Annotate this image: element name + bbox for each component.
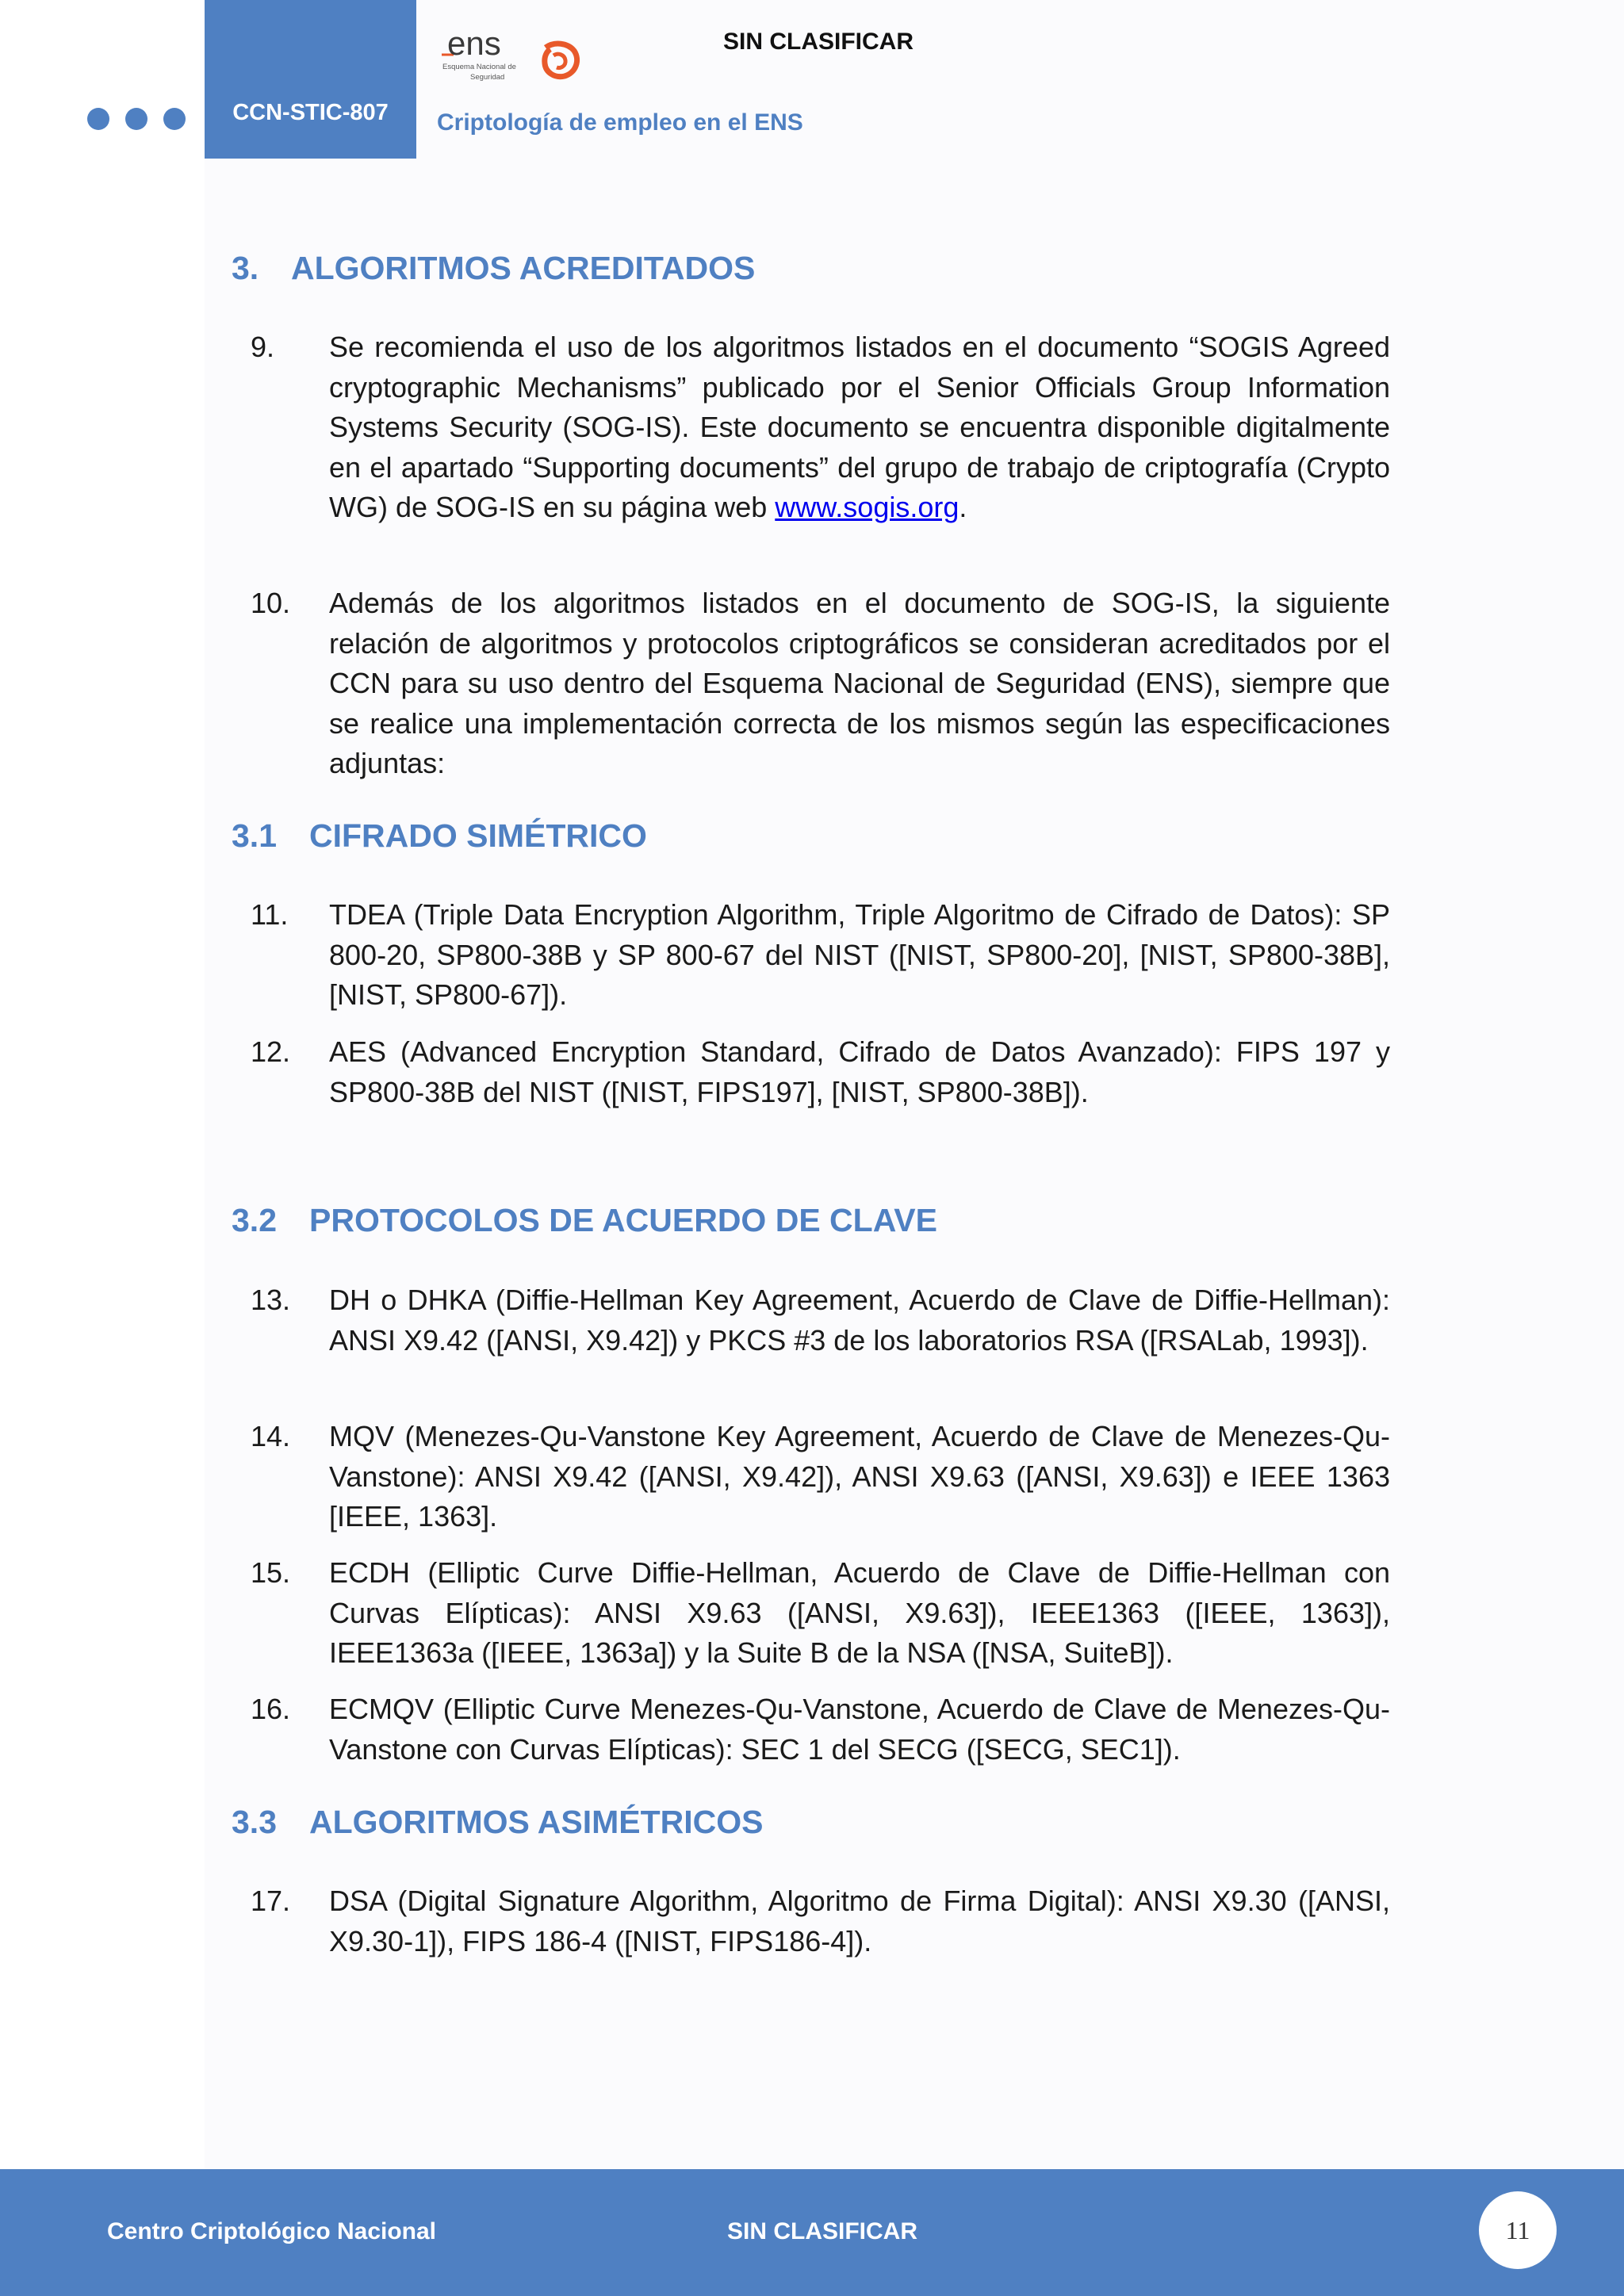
header-doc-title: Criptología de empleo en el ENS: [437, 109, 803, 136]
paragraph: [251, 1032, 1390, 1112]
section-number: 3.3: [232, 1804, 277, 1840]
section-title: ALGORITMOS ACREDITADOS: [291, 250, 756, 286]
page-footer: [0, 2169, 1624, 2296]
doc-code: CCN-STIC-807: [232, 100, 389, 125]
section-title: PROTOCOLOS DE ACUERDO DE CLAVE: [309, 1202, 937, 1238]
paragraph-number: 9.: [251, 331, 275, 363]
paragraph-body: Se recomienda el uso de los algoritmos listados en el documento “SOGIS Agreed cryptographic Mechanisms” publicado por el Senior Officials Group Information Systems Security (SOG-IS). Este documento se encuentra disponible digitalmente en el apartado “Supporting documents” del grupo de trabajo de criptografía (Crypto WG) de SOG-IS en su página web: [329, 331, 1390, 523]
paragraph-text: ECMQV (Elliptic Curve Menezes-Qu-Vanstone, Acuerdo de Clave de Menezes-Qu-Vanstone con Curvas Elípticas): SEC 1 del SECG ([SECG, SEC1]).: [329, 1693, 1390, 1766]
section-title: ALGORITMOS ASIMÉTRICOS: [309, 1804, 764, 1840]
paragraph: [251, 1417, 1390, 1537]
section-number: 3.: [232, 250, 259, 286]
sogis-link[interactable]: www.sogis.org: [775, 491, 959, 523]
paragraph-number: 13.: [251, 1284, 291, 1316]
header-classification: SIN CLASIFICAR: [723, 29, 914, 55]
page-number: 11: [1479, 2191, 1557, 2269]
paragraph-number: 17.: [251, 1885, 291, 1917]
paragraph: [251, 1553, 1390, 1674]
section-heading: [232, 250, 755, 287]
footer-classification: SIN CLASIFICAR: [727, 2218, 917, 2244]
paragraph-text: TDEA (Triple Data Encryption Algorithm, Triple Algoritmo de Cifrado de Datos): SP 800-20, SP800-38B y SP 800-67 del NIST ([NIST, SP800-20], [NIST, SP800-38B], [NIST, SP800-67]).: [329, 898, 1390, 1011]
header-dot: [125, 108, 147, 130]
paragraph-text: [329, 327, 1390, 528]
paragraph-text: ECDH (Elliptic Curve Diffie-Hellman, Acuerdo de Clave de Diffie-Hellman con Curvas Elípticas): ANSI X9.63 ([ANSI, X9.63]), IEEE1363 ([IEEE, 1363]), IEEE1363a ([IEEE, 1363a]) y la Suite B de la NSA ([NSA, SuiteB]).: [329, 1556, 1390, 1669]
logo-subtitle-2: Seguridad: [470, 73, 505, 82]
section-heading: [232, 1804, 763, 1841]
section-number: 3.1: [232, 817, 277, 854]
paragraph-text: DH o DHKA (Diffie-Hellman Key Agreement, Acuerdo de Clave de Diffie-Hellman): ANSI X9.42 ([ANSI, X9.42]) y PKCS #3 de los laboratorios RSA ([RSALab, 1993]).: [329, 1284, 1390, 1357]
header-dot: [87, 108, 109, 130]
paragraph-number: 16.: [251, 1693, 291, 1725]
footer-organization: Centro Criptológico Nacional: [107, 2218, 437, 2244]
paragraph-number: 12.: [251, 1035, 291, 1068]
doc-code-box: [205, 0, 416, 159]
logo-wordmark: ens: [447, 30, 501, 62]
section-title: CIFRADO SIMÉTRICO: [309, 817, 647, 854]
paragraph-number: 14.: [251, 1420, 291, 1452]
section-heading: [232, 1202, 937, 1239]
ens-logo: [441, 30, 580, 90]
header-dots: [87, 108, 186, 130]
paragraph-number: 11.: [251, 898, 289, 931]
paragraph: [251, 1689, 1390, 1770]
paragraph: [251, 895, 1390, 1016]
paragraph: [251, 1280, 1390, 1360]
paragraph-number: 10.: [251, 587, 291, 619]
paragraph-end: .: [959, 491, 967, 523]
section-heading: [232, 817, 647, 855]
paragraph-text: AES (Advanced Encryption Standard, Cifrado de Datos Avanzado): FIPS 197 y SP800-38B del NIST ([NIST, FIPS197], [NIST, SP800-38B]).: [329, 1035, 1390, 1108]
paragraph-number: 15.: [251, 1556, 291, 1589]
paragraph-text: MQV (Menezes-Qu-Vanstone Key Agreement, Acuerdo de Clave de Menezes-Qu-Vanstone): ANSI X9.42 ([ANSI, X9.42]), ANSI X9.63 ([ANSI, X9.63]) e IEEE 1363 [IEEE, 1363].: [329, 1420, 1390, 1533]
paragraph-text: DSA (Digital Signature Algorithm, Algoritmo de Firma Digital): ANSI X9.30 ([ANSI, X9.30-1]), FIPS 186-4 ([NIST, FIPS186-4]).: [329, 1885, 1390, 1957]
paragraph: [251, 584, 1390, 784]
paragraph: [251, 1881, 1390, 1961]
header-dot: [163, 108, 186, 130]
paragraph-text: Además de los algoritmos listados en el documento de SOG-IS, la siguiente relación de algoritmos y protocolos criptográficos se consideran acreditados por el CCN para su uso dentro del Esquema Nacional de Seguridad (ENS), siempre que se realice una implementación correcta de los mismos según las especificaciones adjuntas:: [329, 587, 1390, 779]
logo-subtitle-1: Esquema Nacional de: [442, 63, 516, 71]
paragraph: [251, 327, 1390, 528]
section-number: 3.2: [232, 1202, 277, 1238]
